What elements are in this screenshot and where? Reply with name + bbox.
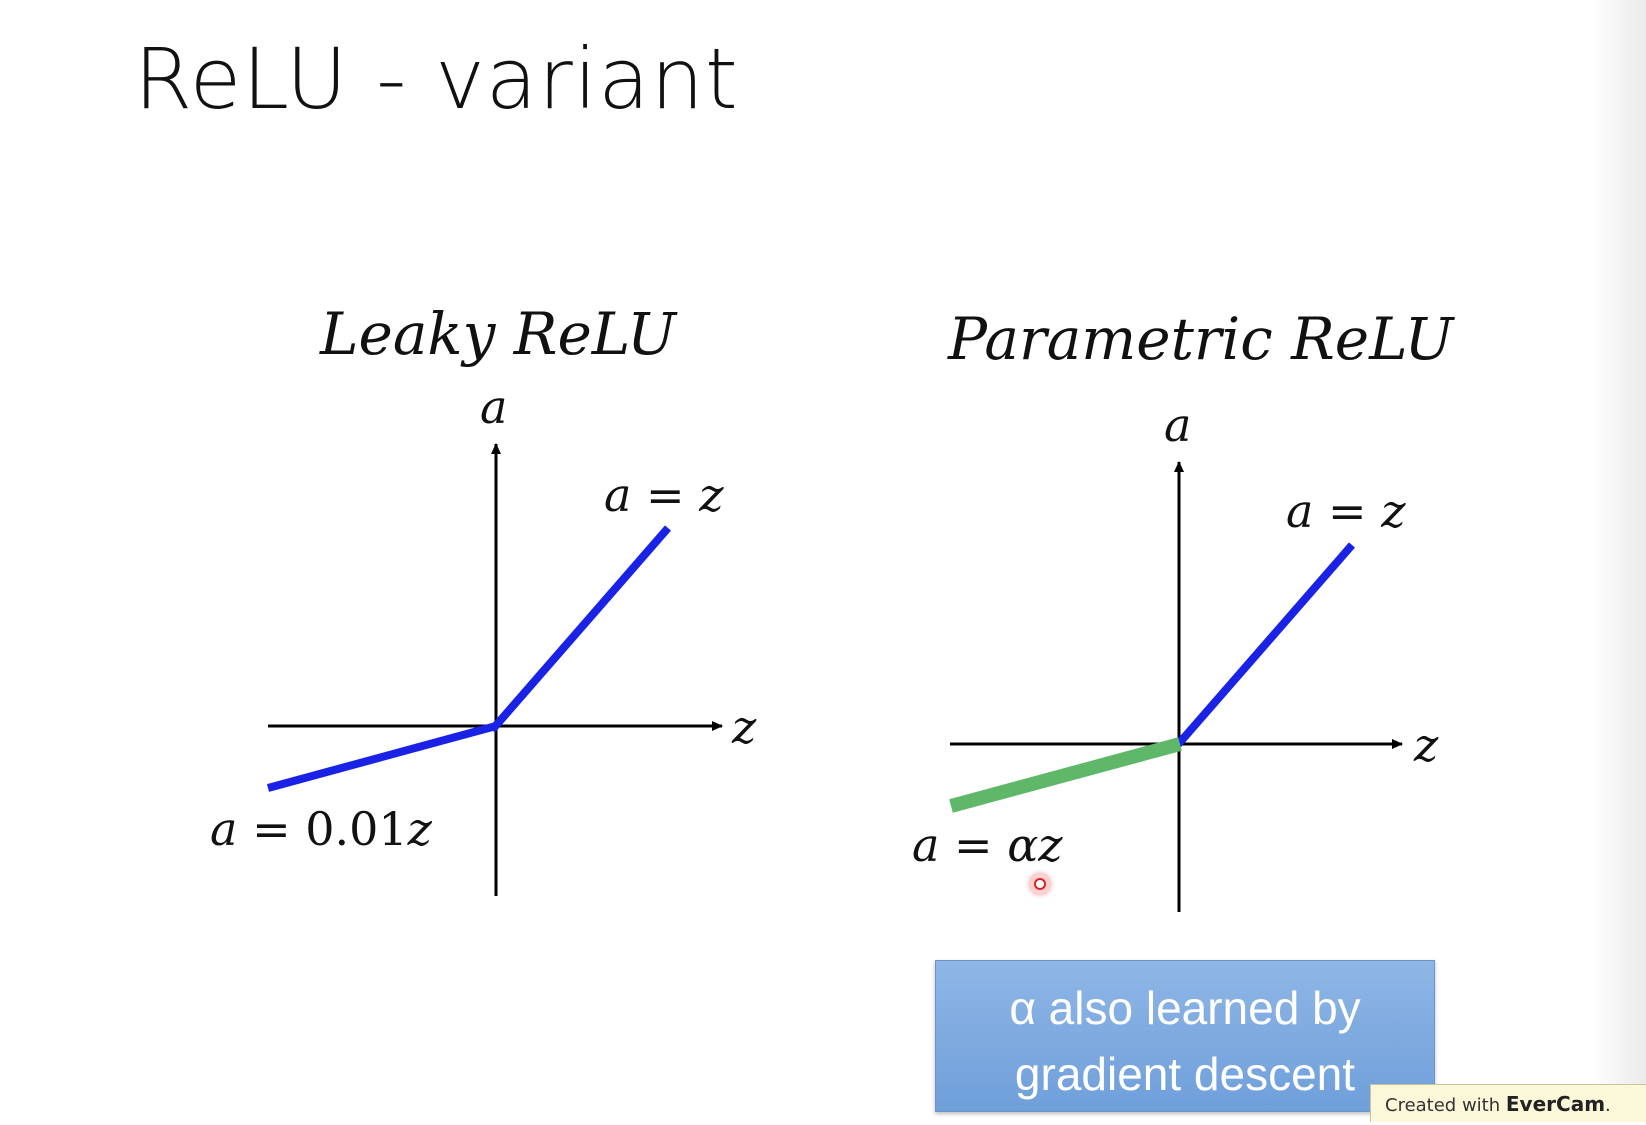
alpha-note-box bbox=[935, 960, 1435, 1112]
leaky-negative-lhs: a bbox=[210, 802, 238, 856]
leaky-x-axis-label: z bbox=[732, 700, 757, 754]
watermark-brand: EverCam bbox=[1505, 1092, 1606, 1116]
leaky-y-axis-label: a bbox=[480, 380, 508, 434]
param-positive-segment bbox=[1175, 545, 1352, 748]
param-negative-label: a = αz bbox=[912, 818, 1063, 872]
leaky-relu-title: Leaky ReLU bbox=[320, 300, 676, 368]
pointer-cursor-icon bbox=[1030, 874, 1050, 894]
leaky-positive-segment bbox=[492, 528, 668, 730]
evercam-watermark: Created with EverCam. bbox=[1370, 1084, 1646, 1122]
leaky-negative-label bbox=[210, 802, 432, 856]
slide-title: ReLU - variant bbox=[134, 30, 739, 128]
watermark-prefix: Created with bbox=[1385, 1095, 1501, 1116]
leaky-positive-label: a = z bbox=[604, 468, 724, 522]
leaky-negative-segment bbox=[268, 726, 496, 788]
leaky-negative-var: z bbox=[407, 802, 432, 856]
param-x-axis-label: z bbox=[1414, 718, 1439, 772]
note-line-2: gradient descent bbox=[1014, 1048, 1356, 1100]
param-y-axis-label: a bbox=[1164, 398, 1192, 452]
note-line-1: α also learned by bbox=[1009, 982, 1361, 1034]
param-negative-segment bbox=[951, 744, 1180, 806]
leaky-negative-eq: = bbox=[252, 802, 291, 856]
leaky-negative-coef: 0.01 bbox=[305, 802, 408, 856]
parametric-relu-title: Parametric ReLU bbox=[948, 305, 1454, 373]
param-positive-label: a = z bbox=[1286, 484, 1406, 538]
